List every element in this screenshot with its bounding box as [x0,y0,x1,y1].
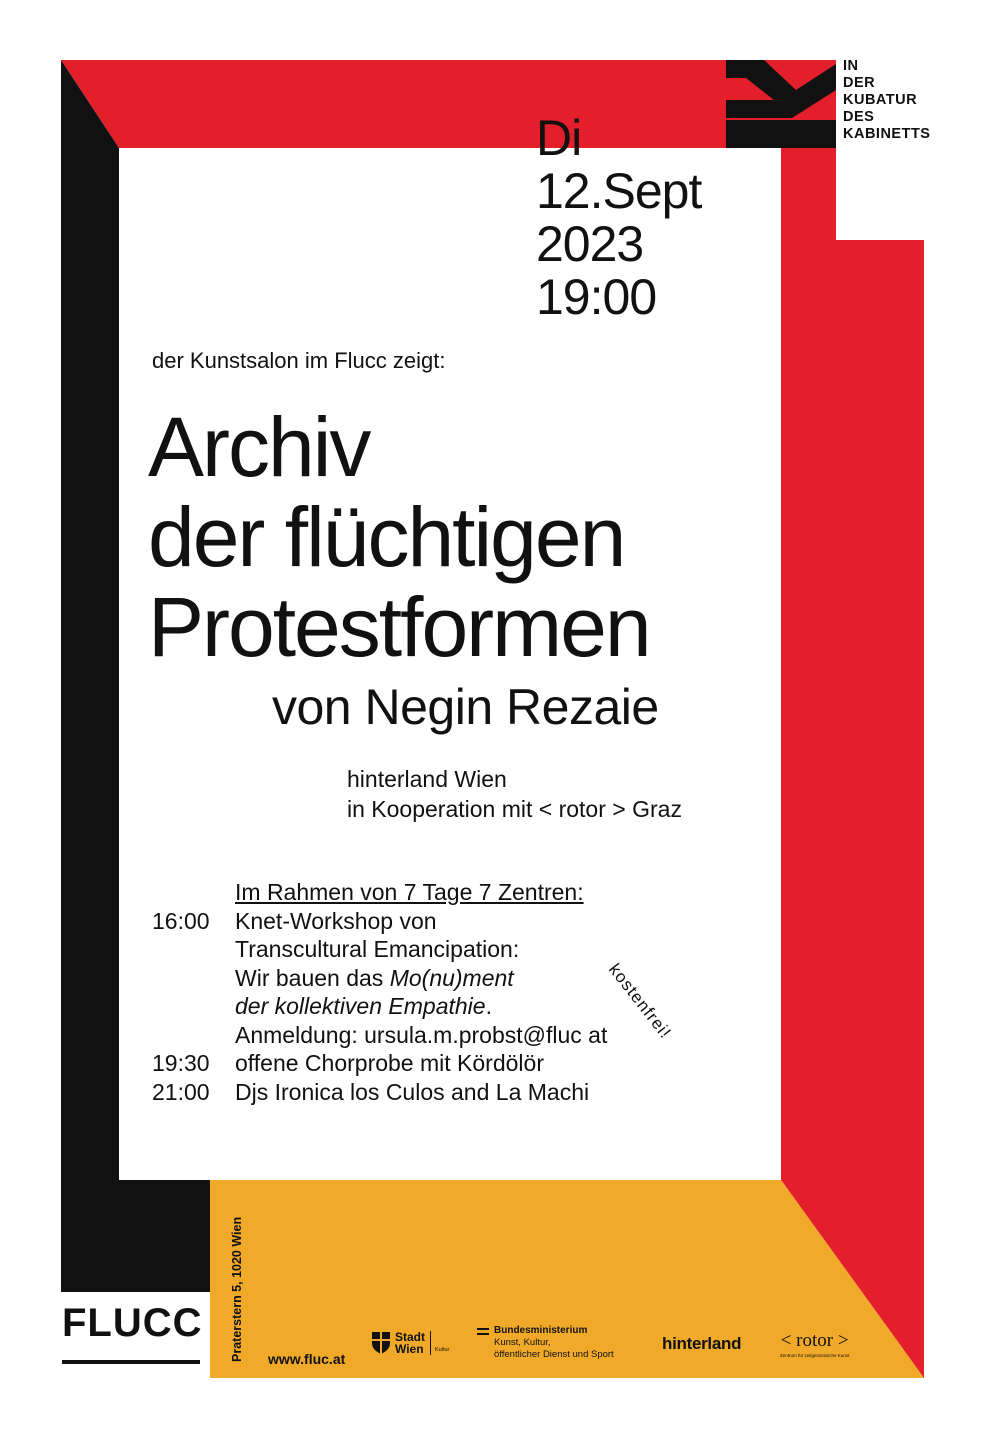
program-line: Knet-Workshop von [235,907,437,934]
kubatur-k-icon [726,60,838,148]
black-left-band [61,60,210,1292]
hinterland-logo: hinterland [662,1334,742,1353]
program-description [235,907,607,1050]
rotor-subtitle: Zentrum für zeitgenössische Kunst [780,1353,850,1358]
program-line [235,964,607,993]
exhibition-title [148,402,650,672]
wien-shield-icon [371,1331,391,1355]
cooperation-line: hinterland Wien [347,766,507,792]
stadt-wien-logo [371,1331,449,1355]
title-line: Protestformen [148,580,650,674]
event-date [536,112,701,324]
program-description: offene Chorprobe mit Kördölör [235,1050,544,1076]
artist-name: von Negin Rezaie [272,679,659,735]
kubatur-line: KABINETTS [843,126,931,142]
kubatur-line: KUBATUR [843,92,918,108]
date-day-month: 12.Sept [536,163,702,219]
rotor-logo [780,1330,849,1358]
program-time: 19:30 [152,1050,210,1076]
red-right-band [781,148,924,1378]
program-emphasis: der kollektiven Empathie [235,993,486,1019]
ministry-line: Kunst, Kultur, [494,1337,551,1348]
venue-address: Praterstern 5, 1020 Wien [230,1216,244,1362]
red-top-band [61,60,836,148]
stadt-wien-line: Wien [395,1342,424,1356]
stadt-wien-name [395,1331,425,1355]
program-heading: Im Rahmen von 7 Tage 7 Zentren: [235,879,584,905]
kubatur-title [843,58,930,143]
program-item [152,1078,607,1107]
free-admission-note: kostenfrei! [605,960,676,1043]
program-text: Wir bauen das [235,964,390,991]
flucc-logo [62,1302,203,1364]
date-year: 2023 [536,216,644,272]
flucc-underline [62,1360,200,1364]
stadt-wien-line: Stadt [395,1330,425,1344]
program-emphasis: Mo(nu)ment [389,964,514,991]
intro-text: der Kunstsalon im Flucc zeigt: [152,348,446,373]
program-text: . [485,993,492,1019]
ministry-line: öffentlicher Dienst und Sport [494,1348,614,1360]
cooperation-note [347,764,682,824]
program-item [152,1049,607,1078]
registration-line[interactable]: Anmeldung: ursula.m.probst@fluc at [235,1021,608,1048]
flucc-name: FLUCC [62,1301,203,1345]
cooperation-line: in Kooperation mit < rotor > Graz [347,796,682,822]
title-line: der flüchtigen [148,490,625,584]
rotor-name: < rotor > [780,1330,849,1351]
program-description: Djs Ironica los Culos and La Machi [235,1078,590,1105]
kubatur-line: DES [843,109,875,125]
kubatur-line: DER [843,75,876,91]
program-schedule [152,878,607,1106]
title-line: Archiv [148,400,370,494]
ministry-title: Bundesministerium [494,1325,588,1336]
ministry-name [494,1325,614,1360]
ministry-logo [477,1325,614,1360]
program-time: 16:00 [152,907,210,934]
program-time: 21:00 [152,1078,210,1105]
date-time: 19:00 [536,269,657,325]
program-line [235,992,607,1021]
website-link[interactable]: www.fluc.at [268,1351,346,1367]
date-weekday: Di [536,110,582,166]
program-line: Transcultural Emancipation: [235,936,520,962]
stadt-wien-sub: Kultur [435,1347,450,1353]
kubatur-line: IN [843,58,859,74]
program-item [152,907,607,1050]
ministry-flag-icon [477,1325,489,1360]
divider [430,1331,431,1355]
